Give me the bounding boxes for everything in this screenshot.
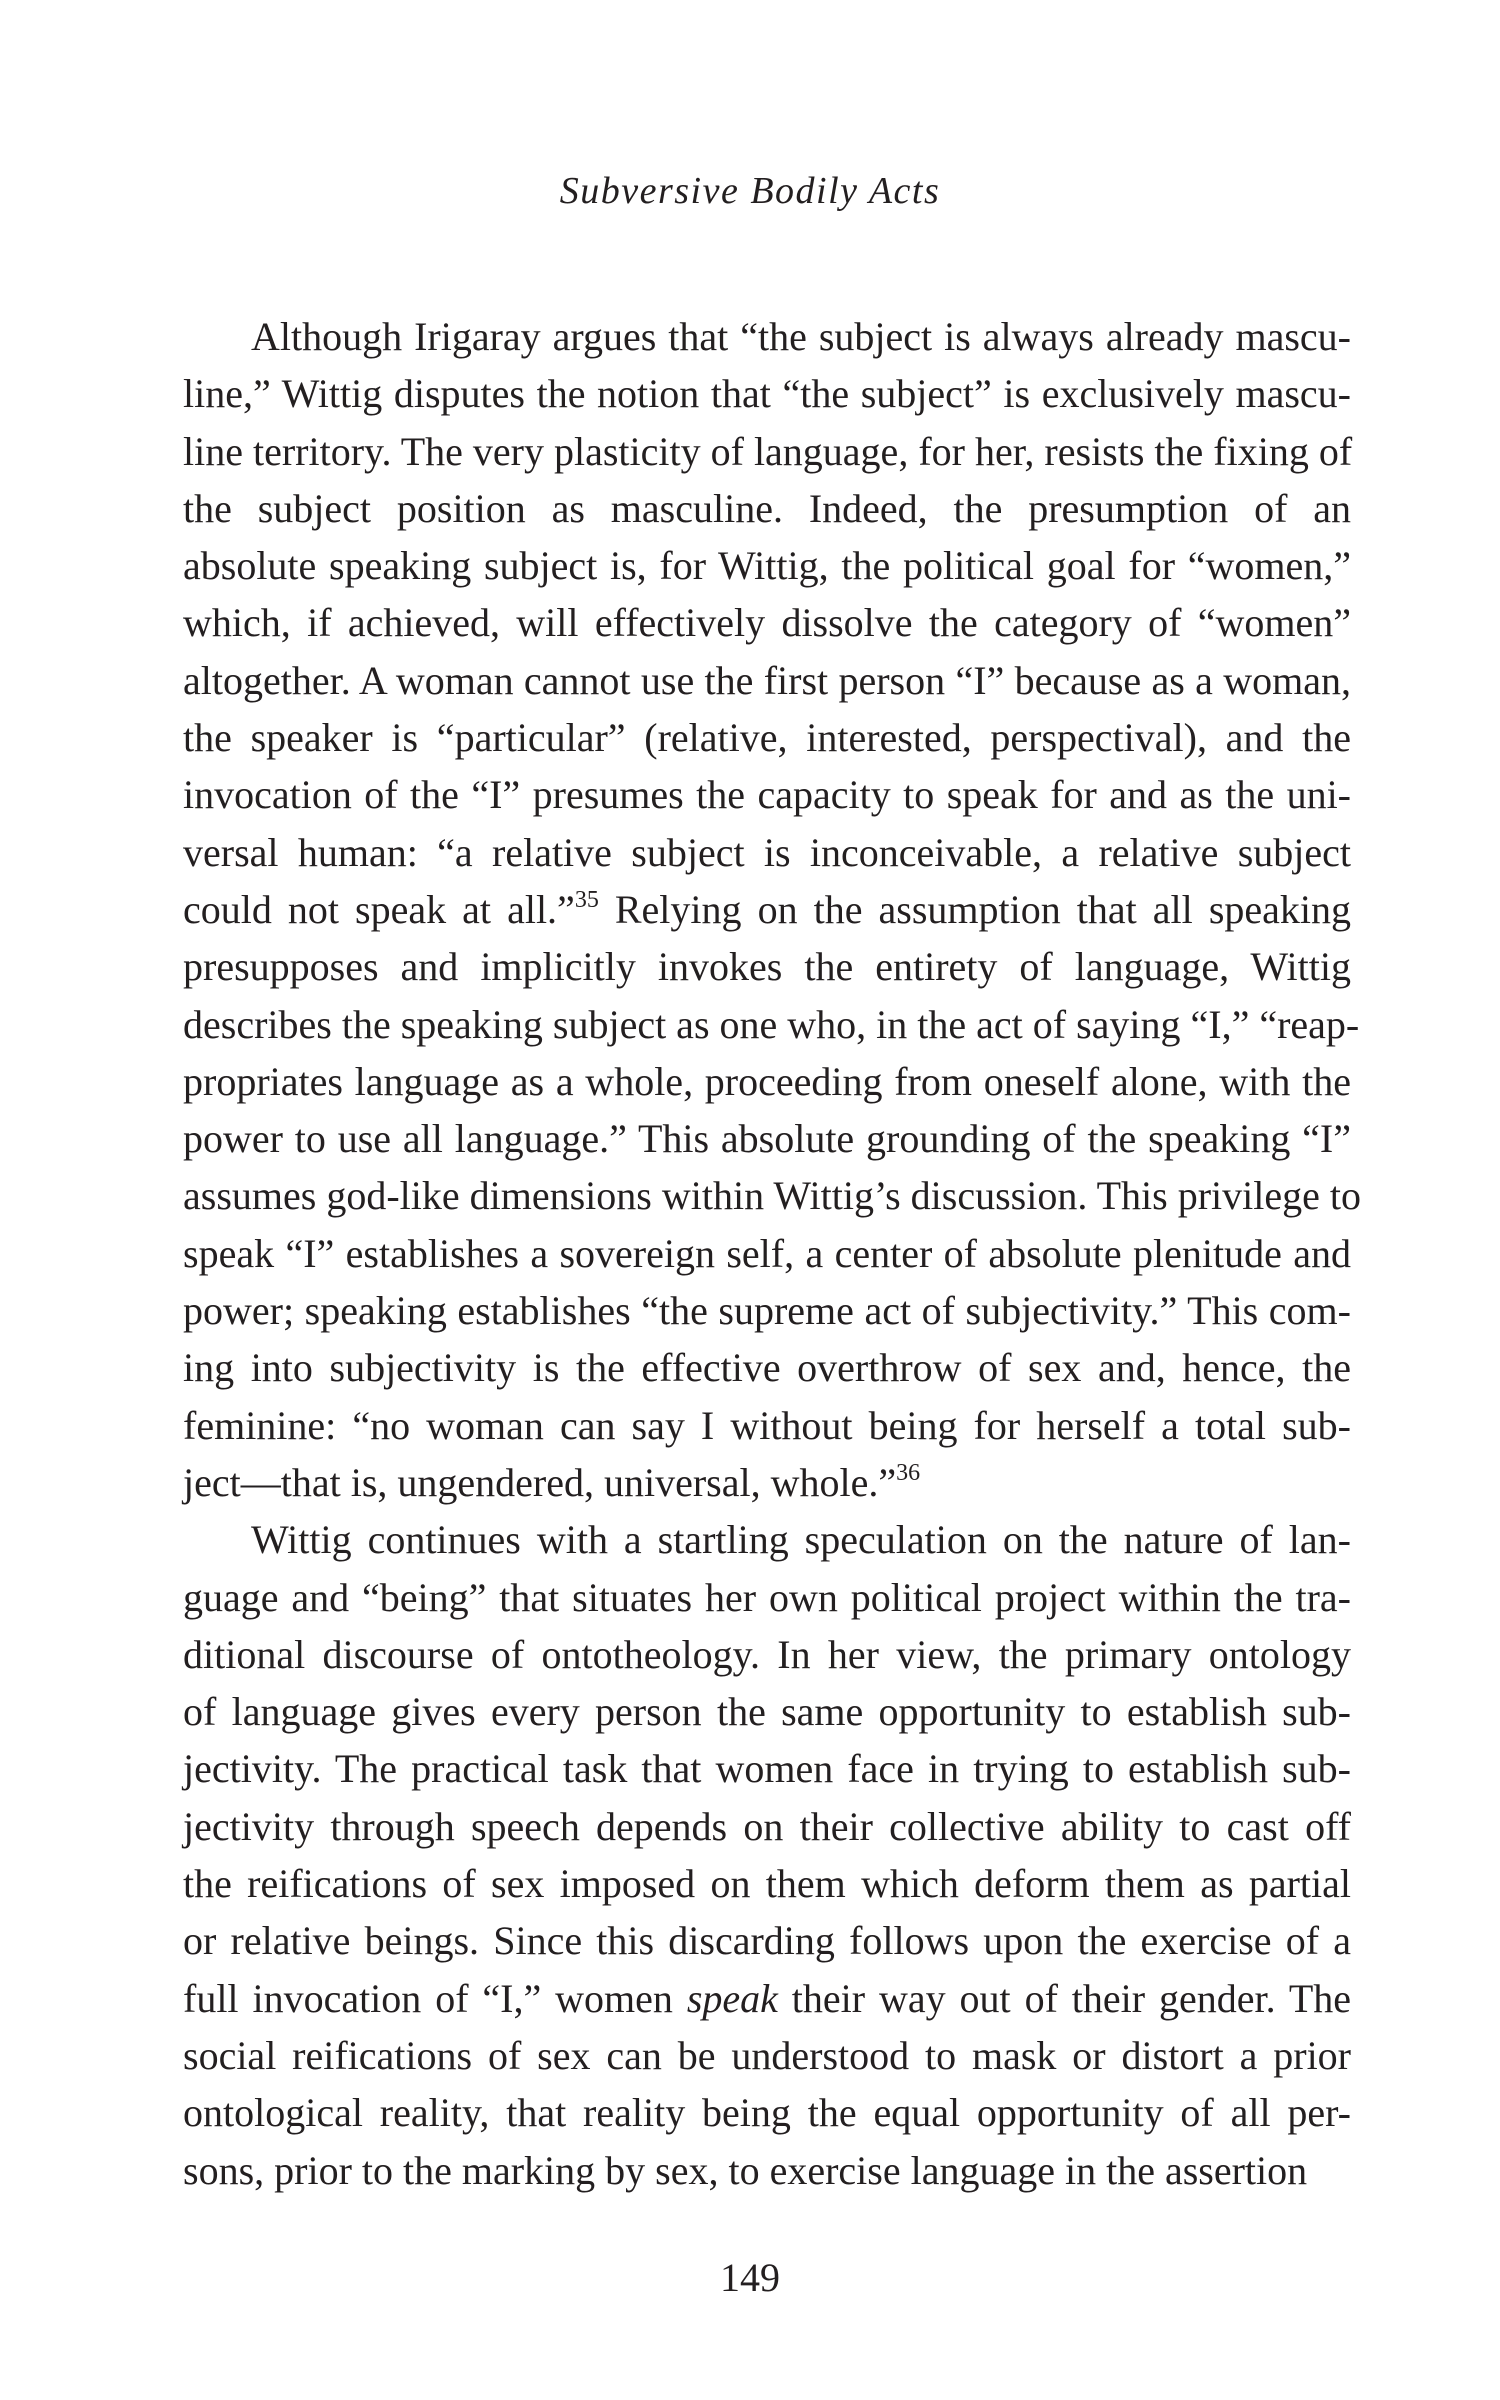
text-line: [183, 2084, 1351, 2141]
footnote-marker[interactable]: 35: [574, 886, 599, 913]
line-text: guage and “being” that situates her own political project within the tra-: [183, 1574, 1351, 1620]
text-line: [183, 1740, 1351, 1797]
line-text: speak “I” establishes a sovereign self, a center of absolute plenitude and: [183, 1230, 1351, 1276]
line-text: power to use all language.” This absolute grounding of the speaking “I”: [183, 1116, 1351, 1162]
running-head: Subversive Bodily Acts: [559, 170, 941, 212]
text-line: [183, 766, 1351, 823]
paragraph: [183, 1511, 1351, 2199]
line-text: presupposes and implicitly invokes the entirety of language, Wittig: [183, 944, 1351, 990]
line-text: the subject position as masculine. Indeed, the presumption of an: [183, 485, 1351, 531]
text-line: [183, 1683, 1351, 1740]
line-text: feminine: “no woman can say I without being for herself a total sub-: [183, 1402, 1351, 1448]
text-line: [183, 1053, 1351, 1110]
text-line: [183, 652, 1351, 709]
line-text: the speaker is “particular” (relative, interested, perspectival), and the: [183, 715, 1351, 761]
text-line: [183, 1970, 1351, 2027]
paragraph: [183, 308, 1361, 1511]
line-text: altogether. A woman cannot use the first person “I” because as a woman,: [183, 657, 1351, 703]
line-text: power; speaking establishes “the supreme act of subjectivity.” This com-: [183, 1288, 1351, 1334]
text-line: [183, 824, 1351, 881]
line-text: full invocation of “I,” women: [183, 1975, 687, 2021]
footnote-marker[interactable]: 36: [896, 1459, 921, 1486]
text-line: [183, 1110, 1351, 1167]
page-number: 149: [720, 2255, 780, 2300]
line-text: jectivity. The practical task that women face in trying to establish sub-: [183, 1746, 1351, 1792]
line-text: Although Irigaray argues that “the subject is always already mascu-: [251, 314, 1351, 359]
emphasized-word: speak: [686, 1975, 778, 2021]
text-line: [183, 1569, 1351, 1626]
text-line: [183, 1798, 1351, 1855]
line-text: Wittig continues with a startling speculation on the nature of lan-: [251, 1517, 1351, 1563]
line-text: absolute speaking subject is, for Wittig, the political goal for “women,”: [183, 543, 1351, 589]
text-line: [183, 480, 1351, 537]
line-text: of language gives every person the same opportunity to establish sub-: [183, 1689, 1351, 1735]
line-text: assumes god-like dimensions within Wittig’s discussion. This privilege to: [183, 1173, 1361, 1219]
text-line: [183, 1912, 1351, 1969]
line-text: the reifications of sex imposed on them which deform them as partial: [183, 1861, 1351, 1907]
text-line: [183, 709, 1351, 766]
line-text: line territory. The very plasticity of language, for her, resists the fixing of: [183, 428, 1353, 474]
text-line: [183, 2027, 1351, 2084]
line-text: jectivity through speech depends on their collective ability to cast off: [183, 1803, 1351, 1849]
line-text-continued: their way out of their gender. The: [777, 1975, 1352, 2021]
text-line: [183, 1511, 1351, 1568]
body-text: [183, 308, 1361, 2199]
text-line: [183, 365, 1351, 422]
text-line: [183, 1454, 1351, 1511]
line-text: could not speak at all.”: [183, 886, 575, 932]
text-line: [183, 1225, 1351, 1282]
text-line: [183, 938, 1351, 995]
line-text: ontological reality, that reality being the equal opportunity of all per-: [183, 2090, 1351, 2136]
text-line: [183, 423, 1351, 480]
text-line: [183, 308, 1351, 365]
line-text: which, if achieved, will effectively dissolve the category of “women”: [183, 600, 1351, 646]
line-text-continued: Relying on the assumption that all speaking: [598, 886, 1352, 932]
text-line: [183, 996, 1360, 1053]
text-line: [183, 1397, 1351, 1454]
line-text: or relative beings. Since this discarding follows upon the exercise of a: [183, 1918, 1351, 1964]
line-text: describes the speaking subject as one who, in the act of saying “I,” “reap-: [183, 1001, 1360, 1047]
text-line: [183, 594, 1351, 651]
line-text: ditional discourse of ontotheology. In her view, the primary ontology: [183, 1631, 1351, 1677]
text-line: [183, 537, 1351, 594]
text-line: [183, 1626, 1351, 1683]
text-line: [183, 1855, 1351, 1912]
line-text: versal human: “a relative subject is inconceivable, a relative subject: [183, 829, 1351, 875]
line-text: ject—that is, ungendered, universal, whole.”: [183, 1459, 897, 1505]
text-line: [183, 1339, 1351, 1396]
line-text: ing into subjectivity is the effective overthrow of sex and, hence, the: [183, 1345, 1351, 1391]
line-text: invocation of the “I” presumes the capacity to speak for and as the uni-: [183, 772, 1351, 818]
line-text: social reifications of sex can be understood to mask or distort a prior: [183, 2032, 1351, 2078]
line-text: sons, prior to the marking by sex, to exercise language in the assertion: [183, 2147, 1308, 2193]
text-line: [183, 2142, 1351, 2199]
text-line: [183, 1167, 1361, 1224]
line-text: propriates language as a whole, proceeding from oneself alone, with the: [183, 1058, 1351, 1104]
line-text: line,” Wittig disputes the notion that “the subject” is exclusively mascu-: [183, 371, 1351, 417]
text-line: [183, 881, 1351, 938]
text-line: [183, 1282, 1351, 1339]
